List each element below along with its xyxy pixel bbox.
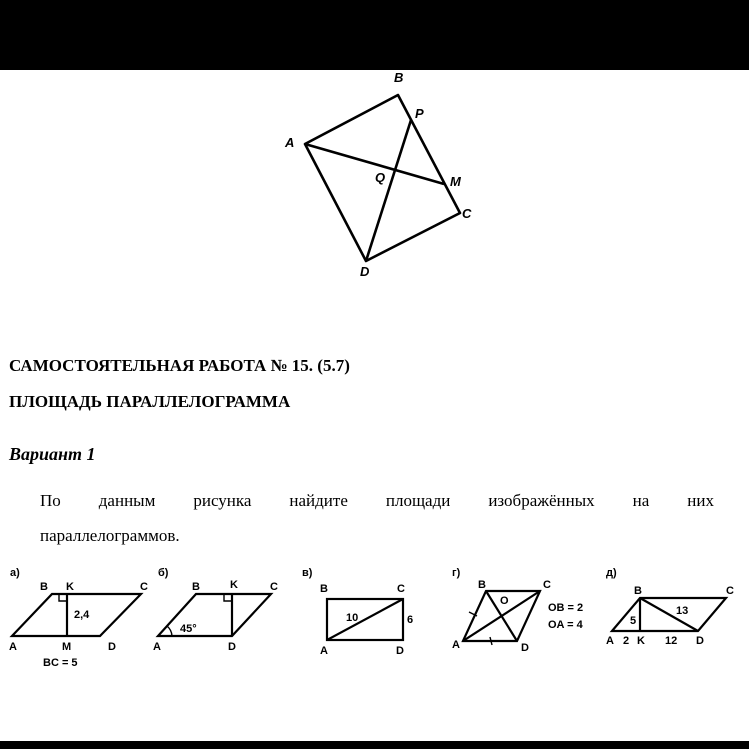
figures-row (0, 560, 749, 690)
label-m: M (450, 174, 461, 189)
fig-g-label-a: A (452, 639, 460, 651)
fig-a-label-m: M (62, 641, 72, 653)
main-geometry-figure (270, 70, 490, 285)
fig-b-label-b: B (192, 581, 200, 593)
fig-g-given-ob: OB = 2 (548, 602, 584, 614)
fig-v-tag: в) (302, 567, 313, 579)
fig-g-tick-bottom (490, 637, 492, 645)
fig-g-label-d: D (521, 642, 529, 654)
fig-d-label-d: D (696, 635, 704, 647)
fig-d-diagonal (640, 598, 698, 631)
fig-a-label-a: A (9, 641, 17, 653)
fig-g-tag: г) (452, 567, 461, 579)
fig-d-label-a: A (606, 635, 614, 647)
fig-g-label-b: B (478, 579, 486, 591)
fig-a-tag: а) (10, 567, 20, 579)
fig-d-label-b: B (634, 585, 642, 597)
task-text-line2: параллелограммов. (40, 526, 180, 545)
fig-v-side-value: 6 (407, 614, 414, 626)
fig-b-label-a: A (153, 641, 161, 653)
fig-b-parallelogram (158, 594, 271, 636)
variant-label: Вариант 1 (9, 444, 96, 464)
fig-g-label-c: C (543, 579, 551, 591)
label-d: D (360, 264, 370, 279)
fig-d-ak-value: 2 (623, 635, 630, 647)
fig-d-tag: д) (606, 567, 617, 579)
fig-v-diagonal-value: 10 (346, 612, 359, 624)
fig-b-label-d: D (228, 641, 236, 653)
label-a: A (285, 135, 295, 150)
fig-g-given-oa: OA = 4 (548, 619, 583, 631)
fig-a-label-c: C (140, 581, 148, 593)
fig-v-label-b: B (320, 583, 328, 595)
fig-d-label-k: K (637, 635, 645, 647)
fig-v-label-c: C (397, 583, 405, 595)
bottom-black-bar (0, 741, 749, 749)
fig-d-label-c: C (726, 585, 734, 597)
fig-v-label-a: A (320, 645, 328, 657)
fig-d-height-value: 5 (630, 615, 637, 627)
work-subtitle: ПЛОЩАДЬ ПАРАЛЛЕЛОГРАММА (9, 392, 291, 411)
task-text-line1: По данным рисунка найдите площади изображённых на них (40, 491, 714, 510)
fig-v-diagonal (327, 599, 403, 640)
fig-a-label-k: K (66, 581, 74, 593)
top-black-bar (0, 0, 749, 70)
fig-b-angle-arc (167, 626, 172, 636)
fig-a-height-value: 2,4 (74, 609, 90, 621)
fig-b-angle-value: 45° (180, 623, 197, 635)
work-title: САМОСТОЯТЕЛЬНАЯ РАБОТА № 15. (5.7) (9, 356, 350, 375)
fig-a-label-d: D (108, 641, 116, 653)
label-b: B (394, 70, 404, 85)
fig-b-label-c: C (270, 581, 278, 593)
fig-d-diagonal-value: 13 (676, 605, 689, 617)
label-p: P (415, 106, 424, 121)
fig-b-label-k: K (230, 579, 238, 591)
fig-a-label-b: B (40, 581, 48, 593)
fig-a-given: BC = 5 (43, 657, 78, 669)
segment-dp (366, 120, 411, 261)
fig-d-kd-value: 12 (665, 635, 678, 647)
label-c: C (462, 206, 472, 221)
fig-v-label-d: D (396, 645, 404, 657)
label-q: Q (375, 170, 386, 185)
fig-b-tag: б) (158, 567, 169, 579)
fig-g-label-o: O (500, 595, 509, 607)
